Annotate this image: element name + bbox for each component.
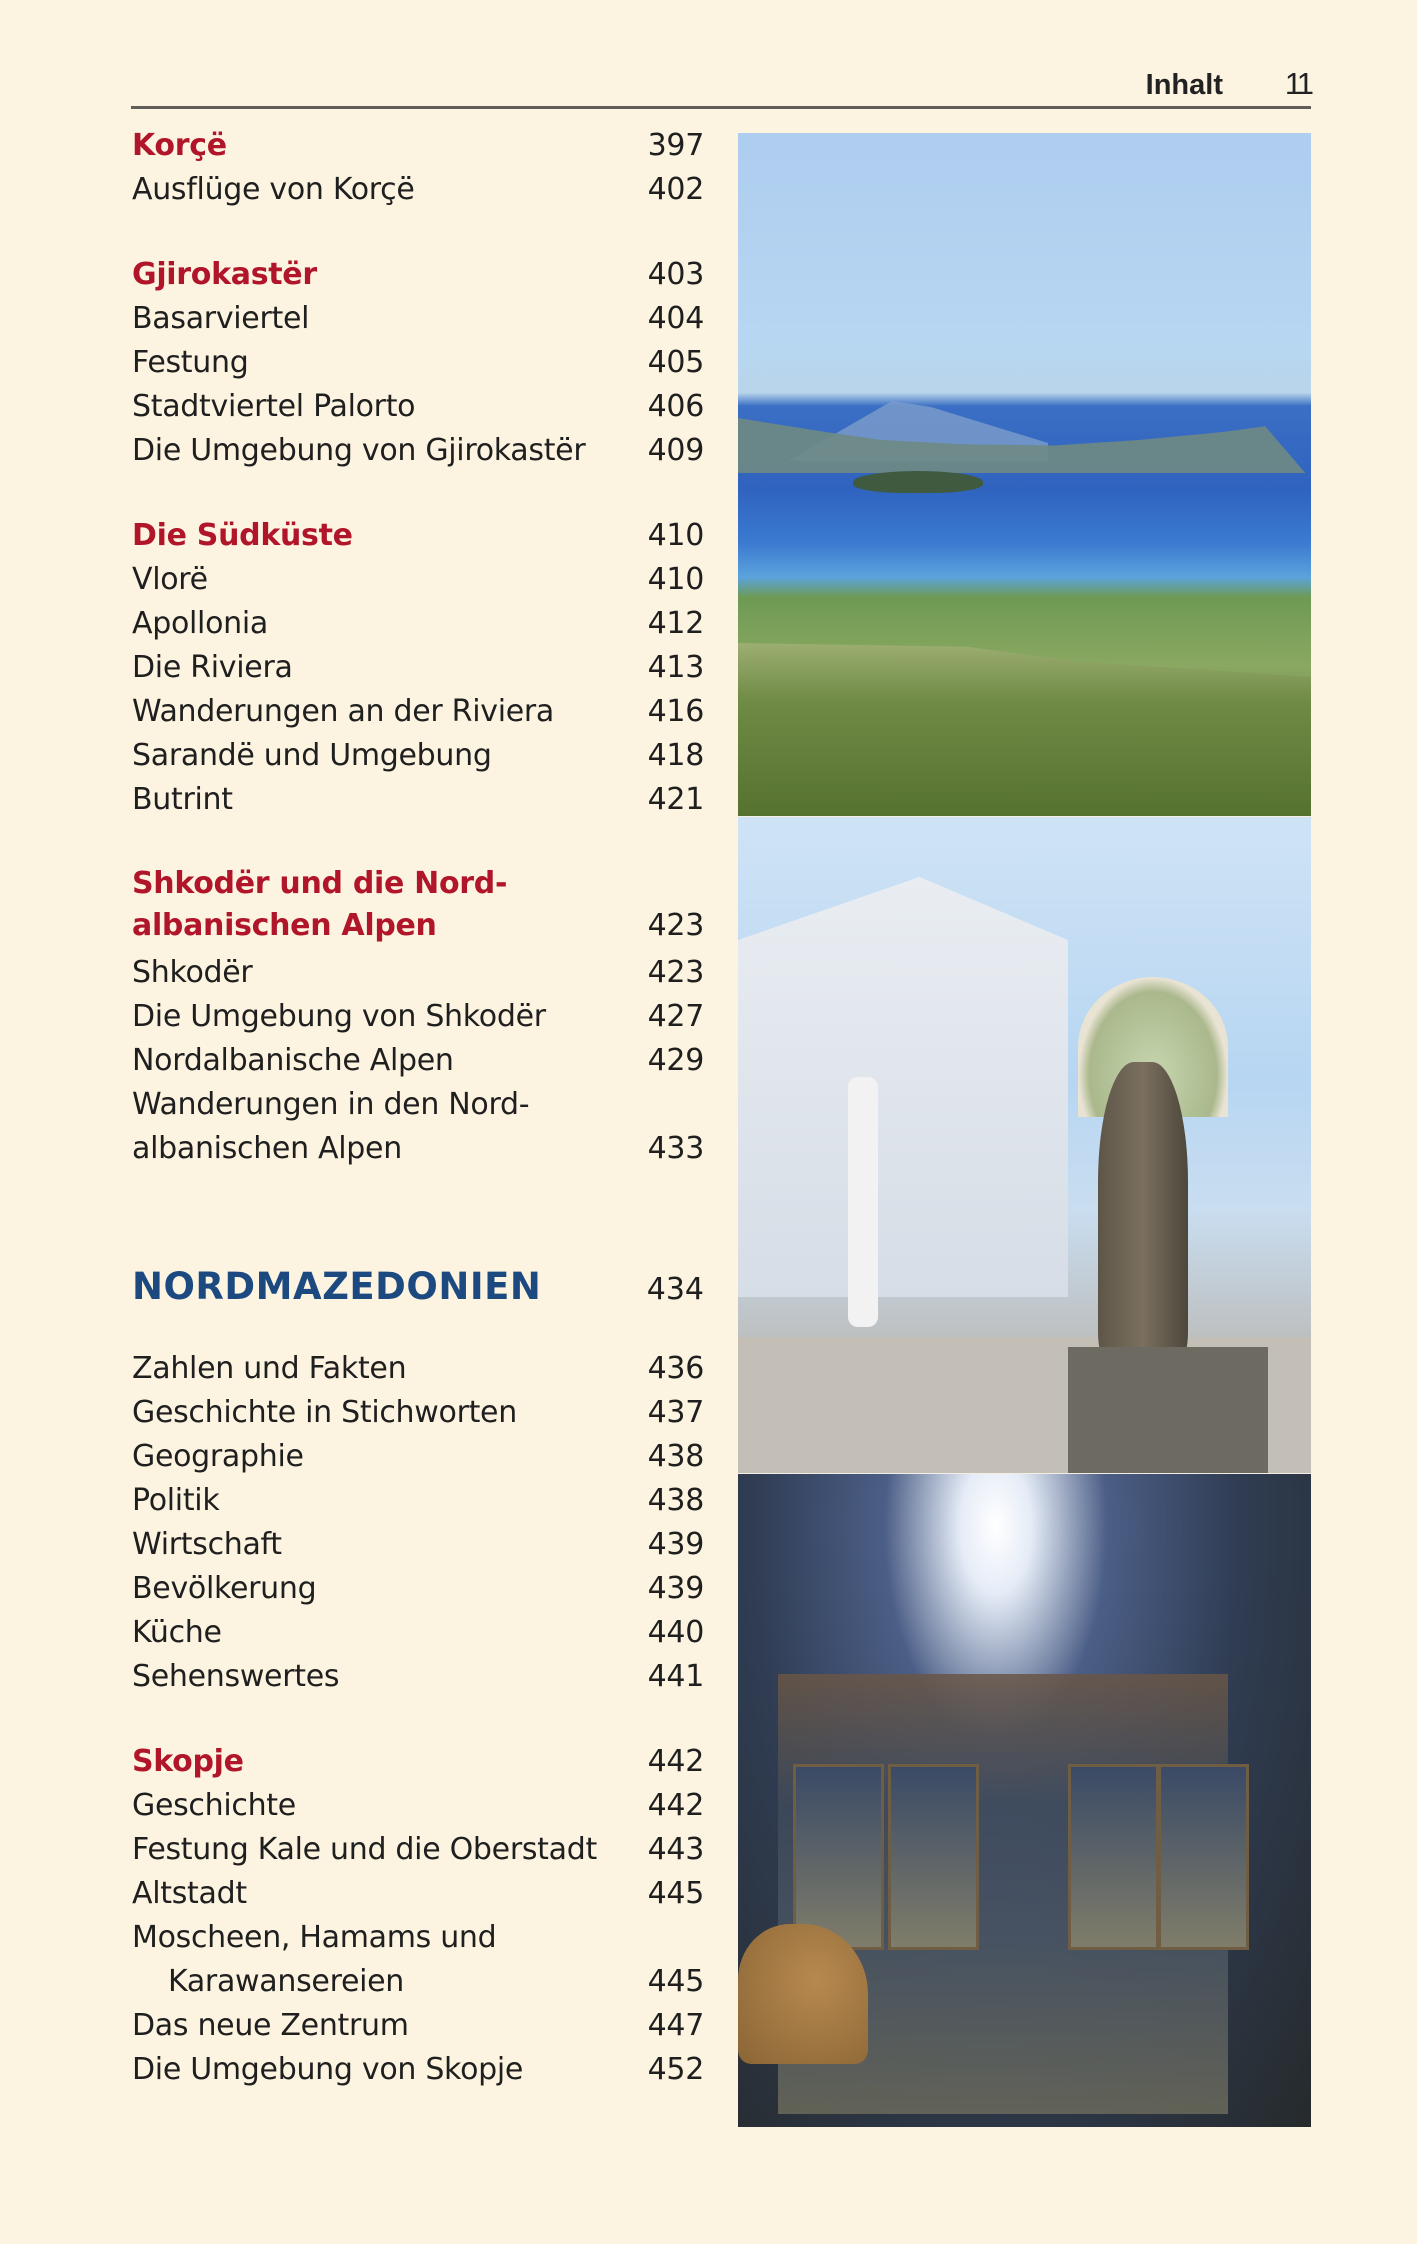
photo-detail-building [738,877,1068,1297]
toc-page-number: 445 [647,1876,704,1911]
toc-heading-label: Die Südküste [132,518,353,553]
toc-entry-label: Küche [132,1615,222,1650]
toc-entry-label: Sarandë und Umgebung [132,738,492,773]
photo-detail-icon-panel [1158,1764,1249,1950]
toc-page-number: 410 [647,518,704,553]
spacer [132,1699,704,1740]
toc-section-heading[interactable] [132,863,704,947]
toc-entry[interactable] [132,1828,704,1872]
toc-heading-label: Gjirokastër [132,257,317,292]
toc-entry[interactable] [132,1784,704,1828]
spacer [132,1311,704,1347]
spacer [132,473,704,514]
country-heading-label: NORDMAZEDONIEN [132,1265,542,1308]
toc-page-number: 427 [647,999,704,1034]
toc-page-number: 436 [647,1351,704,1386]
toc-section-heading[interactable] [132,514,704,558]
toc-entry[interactable] [132,1655,704,1699]
toc-entry-label: Shkodër [132,955,253,990]
photo-memorial-house [738,816,1311,1473]
toc-page-number: 404 [647,301,704,336]
photo-detail-icon-panel [888,1764,979,1950]
toc-entry[interactable] [132,1391,704,1435]
toc-page-number: 421 [647,782,704,817]
toc-entry[interactable] [132,734,704,778]
toc-entry-label: Sehenswertes [132,1659,340,1694]
toc-entry[interactable] [132,385,704,429]
toc-entry-label: Apollonia [132,606,268,641]
toc-entry[interactable] [132,558,704,602]
toc-entry-label-line2: albanischen Alpen [132,1131,402,1166]
toc-entry-label: Ausflüge von Korçë [132,172,415,207]
toc-entry-label: Politik [132,1483,220,1518]
toc-entry[interactable] [132,1611,704,1655]
toc-entry[interactable] [132,690,704,734]
toc-entry-label: Wanderungen an der Riviera [132,694,555,729]
running-head [131,62,1311,109]
photo-column [738,133,1311,2127]
toc-entry[interactable] [132,168,704,212]
toc-page-number: 438 [647,1439,704,1474]
toc-page-number: 443 [647,1832,704,1867]
toc-page-number: 418 [647,738,704,773]
toc-entry-label: Festung [132,345,249,380]
toc-entry[interactable] [132,778,704,822]
photo-detail-icon-panel [1068,1764,1159,1950]
spacer [132,822,704,863]
toc-heading-label-line1: Shkodër und die Nord- [132,866,508,901]
toc-entry[interactable] [132,1083,704,1171]
toc-entry[interactable] [132,1523,704,1567]
toc-entry-label: Stadtviertel Palorto [132,389,416,424]
toc-country-heading[interactable] [132,1263,704,1311]
photo-detail-bench [738,1924,868,2064]
toc-entry-label: Butrint [132,782,233,817]
toc-page-number: 439 [647,1527,704,1562]
toc-entry-label: Festung Kale und die Oberstadt [132,1832,597,1867]
toc-entry[interactable] [132,341,704,385]
toc-entry[interactable] [132,995,704,1039]
toc-page-number: 423 [647,908,704,943]
toc-entry-label: Die Umgebung von Shkodër [132,999,546,1034]
spacer [132,212,704,253]
toc-page-number: 413 [647,650,704,685]
toc-page-number: 406 [647,389,704,424]
toc-page-number: 434 [646,1272,704,1307]
toc-entry[interactable] [132,646,704,690]
toc-page-number: 438 [647,1483,704,1518]
photo-detail-icon-panel [793,1764,884,1950]
toc-page-number: 403 [647,257,704,292]
photo-detail-shore [738,628,1311,816]
photo-detail-statue [1098,1062,1188,1362]
toc-page-number: 437 [647,1395,704,1430]
toc-page-number: 416 [647,694,704,729]
toc-section-heading[interactable] [132,253,704,297]
photo-detail-column [848,1077,878,1327]
toc-heading-label: Korçë [132,128,227,163]
toc-page-number: 445 [647,1964,704,1999]
toc-page-number: 412 [647,606,704,641]
toc-page-number: 429 [647,1043,704,1078]
toc-page-number: 410 [647,562,704,597]
table-of-contents [132,124,704,2092]
toc-entry[interactable] [132,2004,704,2048]
toc-heading-label: Skopje [132,1744,244,1779]
toc-entry[interactable] [132,2048,704,2092]
toc-entry[interactable] [132,429,704,473]
toc-page-number: 441 [647,1659,704,1694]
photo-detail-ridge [738,418,1311,473]
toc-section-heading[interactable] [132,1740,704,1784]
toc-page-number: 402 [647,172,704,207]
toc-page-number: 442 [647,1788,704,1823]
toc-entry-label: Wirtschaft [132,1527,282,1562]
toc-entry-label-line2: Karawansereien [168,1964,405,1999]
toc-page-number: 405 [647,345,704,380]
toc-entry-label-line1: Wanderungen in den Nord- [132,1087,530,1122]
toc-page-number: 433 [647,1131,704,1166]
toc-entry[interactable] [132,951,704,995]
toc-entry[interactable] [132,1435,704,1479]
photo-church-interior [738,1473,1311,2127]
toc-entry-label-line1: Moscheen, Hamams und [132,1920,497,1955]
toc-entry-label: Das neue Zentrum [132,2008,409,2043]
toc-entry-label: Geschichte [132,1788,296,1823]
toc-entry-label: Basarviertel [132,301,310,336]
toc-entry-label: Geschichte in Stichworten [132,1395,517,1430]
toc-entry[interactable] [132,1872,704,1916]
toc-entry[interactable] [132,602,704,646]
toc-page-number: 397 [647,128,704,163]
toc-page-number: 452 [647,2052,704,2087]
toc-entry-label: Vlorë [132,562,208,597]
running-head-title: Inhalt [1145,69,1223,101]
toc-entry-label: Die Riviera [132,650,293,685]
toc-entry[interactable] [132,1039,704,1083]
page-number: 11 [1284,66,1311,101]
toc-entry-label: Zahlen und Fakten [132,1351,407,1386]
toc-page-number: 423 [647,955,704,990]
toc-page-number: 409 [647,433,704,468]
photo-coastline [738,133,1311,816]
photo-detail-plinth [1068,1347,1268,1473]
toc-page-number: 440 [647,1615,704,1650]
toc-entry-label: Geographie [132,1439,304,1474]
toc-section-heading[interactable] [132,124,704,168]
toc-entry[interactable] [132,1567,704,1611]
toc-entry[interactable] [132,1916,704,2004]
toc-page-number: 439 [647,1571,704,1606]
toc-entry[interactable] [132,1347,704,1391]
toc-heading-label-line2: albanischen Alpen [132,908,437,943]
toc-entry-label: Die Umgebung von Gjirokastër [132,433,586,468]
toc-entry-label: Altstadt [132,1876,247,1911]
toc-page-number: 442 [647,1744,704,1779]
toc-page-number: 447 [647,2008,704,2043]
toc-entry[interactable] [132,297,704,341]
photo-detail-island [853,471,983,493]
spacer [132,1171,704,1263]
toc-entry-label: Die Umgebung von Skopje [132,2052,524,2087]
toc-entry-label: Nordalbanische Alpen [132,1043,454,1078]
toc-entry-label: Bevölkerung [132,1571,317,1606]
toc-entry[interactable] [132,1479,704,1523]
